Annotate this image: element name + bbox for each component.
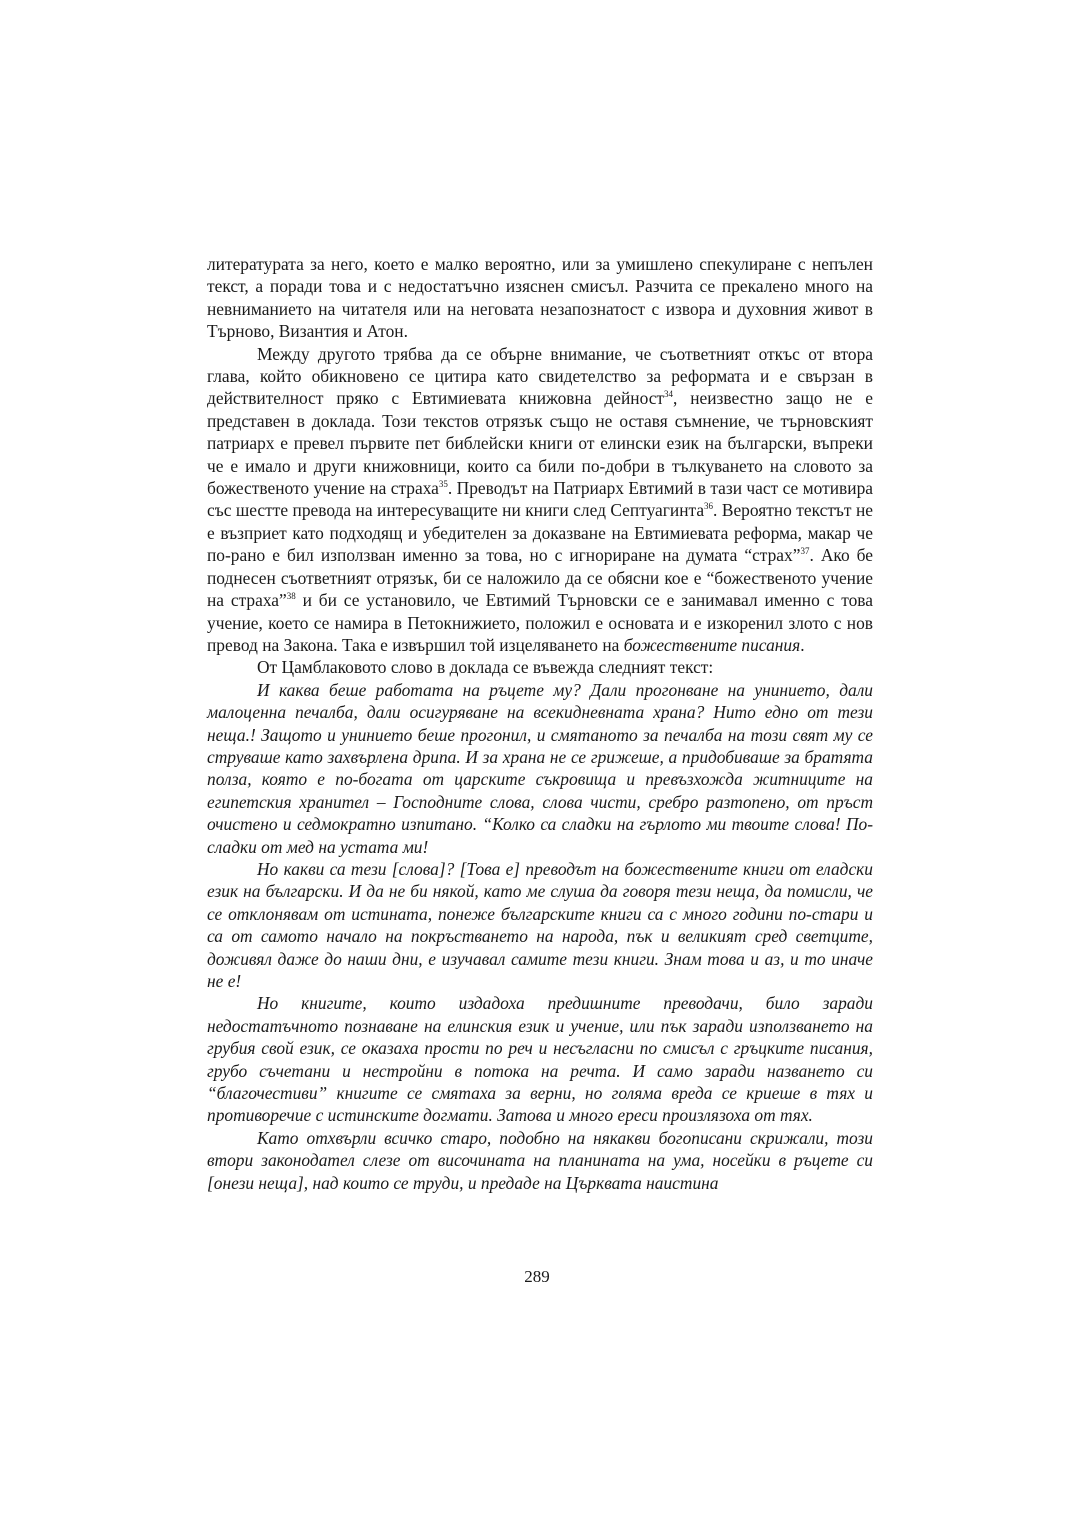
paragraph-text: Между другото трябва да се обърне внимание, че съответният откъс от втора глава, който обикновено се цитира като свидетелство за реформата и е свързан в действителност пряко с Евтимиевата книжовна дейност: [207, 343, 873, 409]
quote-paragraph-2: Но какви са тези [слова]? [Това е] преводът на божествените книги от еладски език на български. И да не би някой, като ме слуша да говоря тези неща, да помисли, че се отклонявам от истината, понеже българските книги са с много години по-стари и са от самото начало на покръстването на народа, пък и великият сред светците, доживял даже до наши дни, е изучавал самите тези книги. Знам това и аз, и то иначе не е!: [207, 858, 873, 991]
body-text: [207, 253, 873, 1194]
paragraph-critique: [207, 343, 873, 657]
footnote-ref-38[interactable]: 38: [286, 591, 296, 602]
quote-paragraph-4: Като отхвърли всичко старо, подобно на някакви богописани скрижали, този втори законодател слезе от височината на планината на ума, носейки в ръцете си [онези неща], над които се труди, и предаде на Църквата наистина: [207, 1127, 873, 1193]
paragraph-quote-intro: От Цамблаковото слово в доклада се въвежда следният текст:: [257, 657, 714, 678]
footnote-ref-37[interactable]: 37: [800, 546, 810, 557]
paragraph-text: . Преводът на Патриарх Евтимий в тази част се мотивира със шестте превода на интересуващите ни книги след Септуагинта: [207, 478, 873, 521]
paragraph-text: . Ако бе поднесен съответният отрязък, би се наложило да се обясни кое е “божественото учение на страха”: [207, 545, 874, 611]
paragraph-text: и би се установило, че Евтимий Търновски се е занимавал именно с това учение, което се намира в Петокнижието, положил е основата и е изкоренил злото с нов превод на Закона. Така е извършил той изцеляването на: [207, 590, 873, 655]
quote-paragraph-1: И каква беше работата на ръцете му? Дали прогонване на унинието, дали малоценна печалба, дали осигуряване на всекидневната храна? Нито едно от тези неща.! Защото и унинието беше прогонил, и смятаното за печалба на този свят му се струваше като захвърлена дрипа. И за храна не се грижеше, а придобиваше за братята полза, която е по-богата от царските съкровища и превъзхожда житниците на египетския хранител – Господните слова, слова чисти, сребро разтопено, от пръст очистено и седмократно изпитано. “Колко са сладки на гърлото ми твоите слова! По-сладки от мед на устата ми!: [207, 679, 873, 857]
paragraph-continuation: литературата за него, което е малко вероятно, или за умишлено спекулиране с непълен текст, а поради това и с недостатъчно изяснен смисъл. Разчита се прекалено много на невниманието на читателя или на неговата незапознатост с извора и духовния живот в Търново, Византия и Атон.: [207, 254, 873, 342]
paragraph-text: . Вероятно текстът не е възприет като подходящ и убедителен за доказване на Евтимиевата реформа, макар че по-рано е бил използван именно за това, но с игнориране на думата “страх”: [207, 500, 874, 566]
italic-phrase: божествените писания: [623, 634, 801, 655]
paragraph-end: .: [800, 634, 805, 655]
paragraph-text: , неизвестно защо не е представен в доклада. Този текстов отрязък също не оставя съмнение, че търновският патриарх е превел първите пет библейски книги от елински език на български, въпреки че е имало и други книжовници, които са били по-добри в тълкуването на словото за божественото учение на страха: [207, 388, 873, 499]
footnote-ref-36[interactable]: 36: [704, 501, 714, 512]
page-number-text: 289: [524, 1267, 550, 1286]
page-number: [0, 1267, 1080, 1287]
quote-paragraph-3: Но книгите, които издадоха предишните преводачи, било заради недостатъчното познаване на елинския език и учение, или пък заради използването на грубия свой език, се оказаха прости по реч и несъгласни по смисъл с гръцките писания, грубо съчетани и нестройни в потока на речта. И само заради назването си “благочестиви” книгите се смятаха за верни, но голяма вреда се криеше в тях и противоречие с истинските догмати. Затова и много ереси произлязоха от тях.: [207, 993, 873, 1126]
footnote-ref-34[interactable]: 34: [664, 389, 674, 400]
footnote-ref-35[interactable]: 35: [438, 479, 448, 490]
